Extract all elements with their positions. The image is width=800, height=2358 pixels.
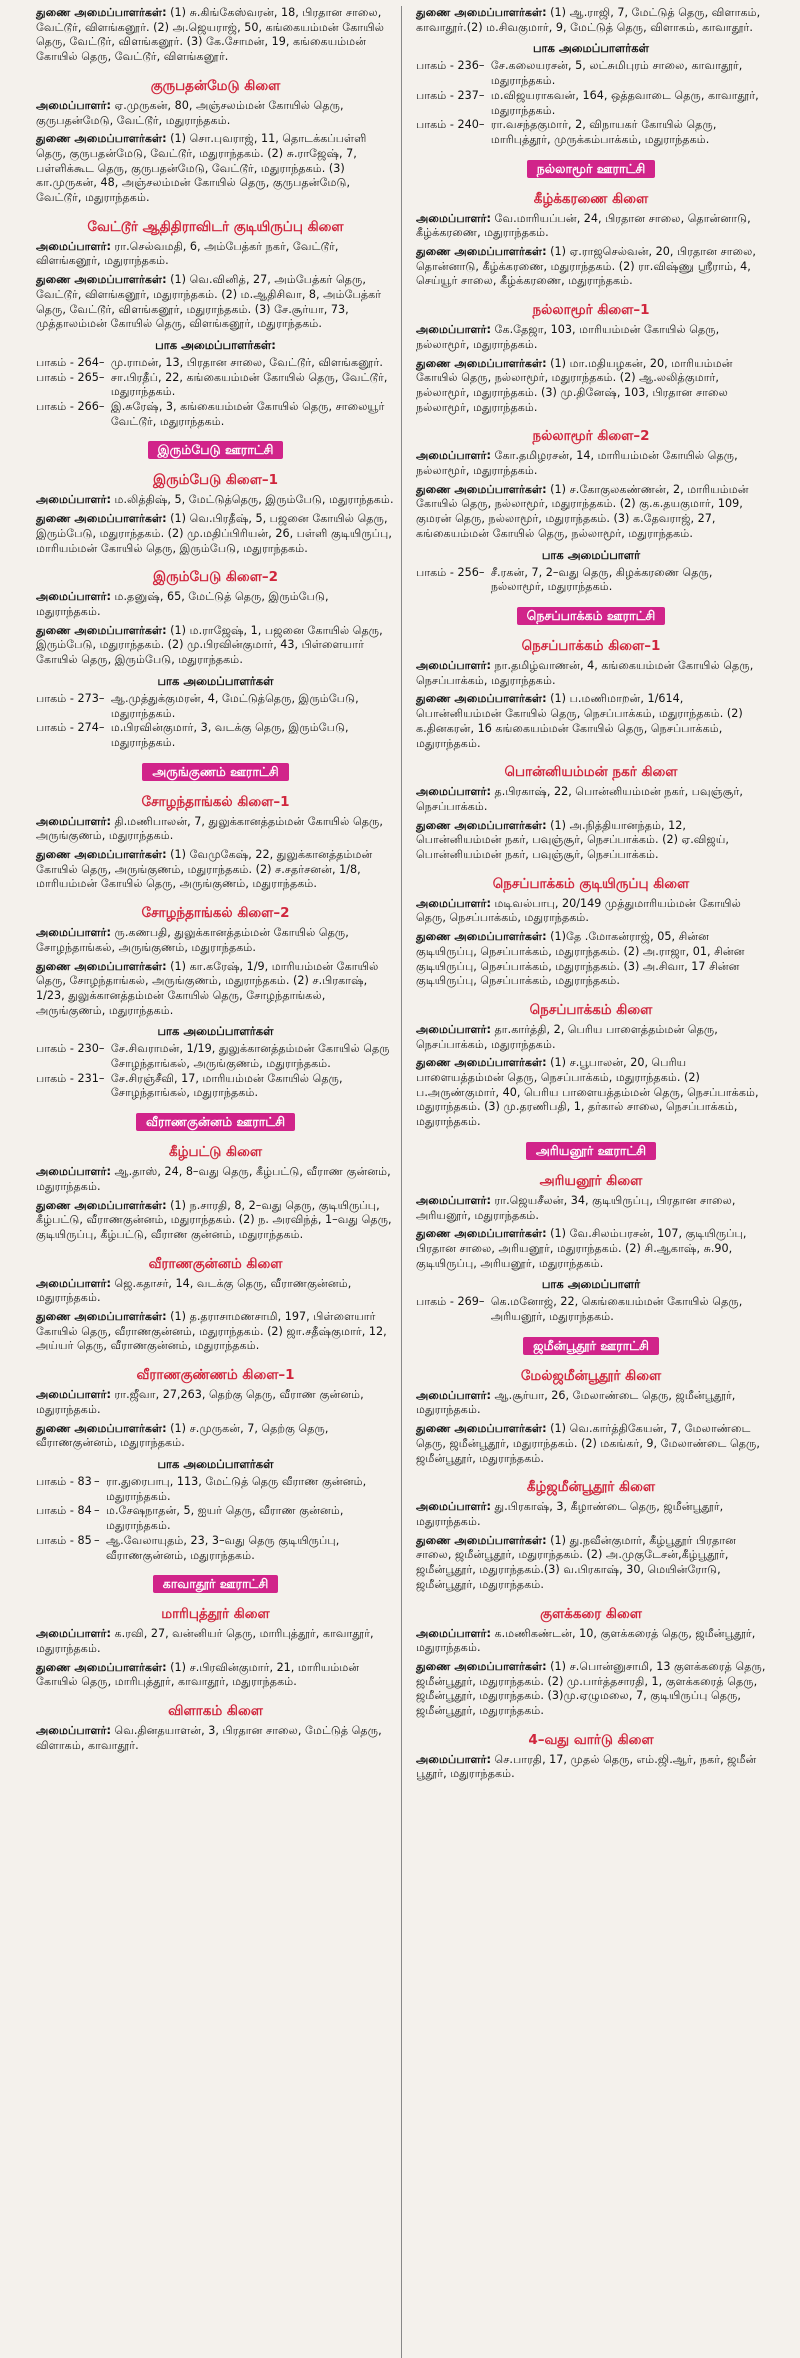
role-label: துணை அமைப்பாளர்கள்: xyxy=(36,848,167,862)
sub-heading: பாக அமைப்பாளர்கள்: xyxy=(155,337,276,352)
member-entry xyxy=(416,1023,766,1052)
member-entry xyxy=(36,1724,395,1753)
member-details: க.ரவி, 27, வன்னியர் தெரு, மாரிபுத்தூர், காவாதூர், மதுராந்தகம். xyxy=(36,1627,374,1655)
booth-separator: – xyxy=(98,355,105,369)
member-details: ரு.கணபதி, துலுக்கானத்தம்மன் கோயில் தெரு, சோழந்தாங்கல், அருங்குணம், மதுராந்தகம். xyxy=(36,926,349,954)
member-entry xyxy=(416,1056,766,1130)
booth-details: மு.ராமன், 13, பிரதான சாலை, வேட்டூர், விளங்கனூர். xyxy=(110,355,383,369)
member-entry xyxy=(416,930,766,989)
role-label: துணை அமைப்பாளர்கள்: xyxy=(36,273,167,287)
member-details: (1) கா.கரேஷ், 1/9, மாரியம்மன் கோயில் தெரு, சோழந்தாங்கல், அருங்குணம், மதுராந்தகம். (2) ச.பிரகாஷ், 1/23, துலுக்கானத்தம்மன் கோயில் தெரு, சோழந்தாங்கல், அருங்குணம், மதுராந்தகம். xyxy=(36,959,379,1017)
member-entry xyxy=(416,357,766,416)
branch-header xyxy=(416,873,766,893)
section-title: வேட்டூர் ஆதிதிராவிடர் குடியிருப்பு கிளை xyxy=(87,218,344,235)
member-entry xyxy=(416,1627,766,1656)
member-entry xyxy=(36,512,395,556)
member-details: ஏ.முருகன், 80, அஞ்சலம்மன் கோயில் தெரு, குருபதன்மேடு, வேட்டூர், மதுராந்தகம். xyxy=(36,98,344,127)
booth-separator: – xyxy=(98,400,105,414)
sub-heading: பாக அமைப்பாளர்கள் xyxy=(157,1024,274,1039)
role-label: அமைப்பாளர்: xyxy=(36,493,111,507)
member-details: த.பிரகாஷ், 22, பொன்னியம்மன் நகர், பவுஞ்சூர், நெசப்பாக்கம். xyxy=(416,785,743,813)
booth-row xyxy=(36,1042,395,1071)
booth-details: சே.கலையரசன், 5, லட்சுமிபுரம் சாலை, காவாதூர், மதுராந்தகம். xyxy=(490,59,743,88)
section-title: அருங்குணம் ஊராட்சி xyxy=(142,763,288,781)
panchayat-header xyxy=(36,761,395,781)
role-label: துணை அமைப்பாளர்கள்: xyxy=(416,1533,547,1547)
branch-header xyxy=(36,566,395,586)
member-entry xyxy=(416,1389,766,1418)
member-entry xyxy=(36,590,395,619)
member-details: (1) மா.மதியழகன், 20, மாரியம்மன் கோயில் தெரு, நல்லாமூர், மதுராந்தகம். (2) ஆ.லலித்குமார், நல்லாமூர், மதுராந்தகம். (3) மு.தினேஷ், 103, பிரதான சாலை நல்லாமூர், மதுராந்தகம். xyxy=(416,356,733,414)
member-entry xyxy=(36,273,395,332)
member-entry xyxy=(416,245,766,289)
branch-header xyxy=(416,1603,766,1623)
branch-header xyxy=(36,1141,395,1161)
section-title: பொன்னியம்மன் நகர் கிளை xyxy=(504,764,678,781)
role-label: துணை அமைப்பாளர்கள்: xyxy=(36,6,167,19)
booth-separator: – xyxy=(478,88,485,102)
branch-header xyxy=(36,216,395,236)
panchayat-header xyxy=(416,158,766,178)
role-label: துணை அமைப்பாளர்கள்: xyxy=(416,482,547,496)
member-details: தா.கார்த்தி, 2, பெரிய பாளைத்தம்மன் தெரு, நெசப்பாக்கம், மதுராந்தகம். xyxy=(416,1022,718,1051)
booth-details: சே.சிரஞ்சீவி, 17, மாரியம்மன் கோயில் தெரு, சோழந்தாங்கல், மதுராந்தகம். xyxy=(110,1071,343,1100)
section-title: ஜமீன்பூதூர் ஊராட்சி xyxy=(523,1337,659,1355)
member-details: (1) வெ.வினித், 27, அம்பேத்கர் தெரு, வேட்டூர், விளங்கனூர், மதுராந்தகம். (2) ம.ஆதிசிவா, 8, அம்பேத்கர் தெரு, வேட்டூர், விளங்கனூர், மதுராந்தகம். (3) சே.சூர்யா, 73, முத்தாலம்மன் கோயில் தெரு, விளங்கனூர், மதுராந்தகம். xyxy=(36,273,382,331)
member-entry xyxy=(36,1388,395,1417)
role-label: துணை அமைப்பாளர்கள்: xyxy=(416,6,547,19)
booth-number: பாகம் - 265 xyxy=(36,370,99,384)
member-details: கோ.தமிழரசன், 14, மாரியம்மன் கோயில் தெரு, நல்லாமூர், மதுராந்தகம். xyxy=(416,449,738,478)
member-entry xyxy=(416,819,766,863)
booth-row xyxy=(36,1534,395,1563)
booth-table xyxy=(36,692,395,751)
booth-row xyxy=(36,721,395,750)
role-label: அமைப்பாளர்: xyxy=(416,896,491,910)
role-label: அமைப்பாளர்: xyxy=(36,98,111,112)
member-details: (1) அ.நித்தியானந்தம், 12, பொன்னியம்மன் நகர், பவுஞ்சூர், நெசப்பாக்கம். (2) ஏ.விஜய், பொன்னியம்மன் நகர், பவுஞ்சூர், நெசப்பாக்கம். xyxy=(416,818,729,862)
member-entry xyxy=(416,692,766,751)
section-title: இரும்பேடு கிளை–1 xyxy=(152,472,279,489)
branch-header xyxy=(416,299,766,319)
section-title: கீழ்ஜமீன்பூதூர் கிளை xyxy=(526,1479,656,1496)
member-entry xyxy=(416,1660,766,1719)
role-label: அமைப்பாளர்: xyxy=(416,1022,491,1036)
sub-heading: பாக அமைப்பாளர் xyxy=(541,1277,641,1292)
role-label: துணை அமைப்பாளர்கள்: xyxy=(36,132,167,146)
panchayat-header xyxy=(416,1335,766,1355)
member-entry xyxy=(36,1422,395,1451)
booth-number: பாகம் - 231 xyxy=(36,1071,99,1085)
member-details: (1) ஆ.ராஜி, 7, மேட்டுத் தெரு, விளாகம், காவாதூர்.(2) ம.சிவகுமார், 9, மேட்டுத் தெரு, விளாகம், காவாதூர். xyxy=(416,6,761,34)
branch-header xyxy=(36,902,395,922)
member-details: (1) த.தராசாமணசாமி, 197, பிள்ளையார் கோயில் தெரு, வீராணகுன்னம், மதுராந்தகம். (2) ஜா.சதீஷ்குமார், 12, அய்யர் தெரு, வீராணகுன்னம், மதுராந்தகம். xyxy=(36,1310,387,1353)
member-details: கே.தேஜா, 103, மாரியம்மன் கோயில் தெரு, நல்லாமூர், மதுராந்தகம். xyxy=(416,323,720,351)
booth-number: பாகம் - 240 xyxy=(416,118,479,132)
member-entry xyxy=(36,1277,395,1306)
member-entry xyxy=(36,1661,395,1690)
member-details: ஜெ.கதாசர், 14, வடக்கு தெரு, வீராணகுன்னம், மதுராந்தகம். xyxy=(36,1276,352,1305)
role-label: அமைப்பாளர்: xyxy=(36,239,111,253)
sub-heading: பாக அமைப்பாளர்கள் xyxy=(532,41,650,56)
member-entry xyxy=(36,240,395,269)
booth-details: ரா.துரைபாபு, 113, மேட்டுத் தெரு வீராண குன்னம், மதுராந்தகம். xyxy=(106,1475,367,1503)
role-label: துணை அமைப்பாளர்கள்: xyxy=(416,818,547,832)
member-details: (1) ச.பொன்னுசாமி, 13 குளக்கரைத் தெரு, ஜமீன்பூதூர், மதுராந்தகம். (2) மு.பார்த்தசாரதி, 1, குளக்கரைத் தெரு, ஜமீன்பூதூர், மதுராந்தகம். (3)மு.ஏழுமலை, 7, குடியிருப்பு தெரு, ஜமீன்பூதூர், மதுராந்தகம். xyxy=(416,1659,766,1718)
member-details: (1)தே .மோகன்ராஜ், 05, சின்ன குடியிருப்பு, நெசப்பாக்கம், மதுராந்தகம். (2) அ.ராஜா, 01, சின்ன குடியிருப்பு, நெசப்பாக்கம், மதுராந்தகம். (3) அ.சிவா, 17 சின்ன குடியிருப்பு, நெசப்பாக்கம், மதுராந்தகம். xyxy=(416,930,745,988)
member-entry xyxy=(416,212,766,241)
booth-separator: – xyxy=(94,1475,100,1488)
booth-row xyxy=(36,1072,395,1101)
member-entry xyxy=(36,960,395,1019)
role-label: அமைப்பாளர்: xyxy=(416,1752,491,1766)
booth-separator: – xyxy=(98,370,105,384)
booth-details: சா.பிரதீப், 22, கங்கையம்மன் கோயில் தெரு, வேட்டூர், மதுராந்தகம். xyxy=(110,370,388,399)
section-title: நெசப்பாக்கம் கிளை xyxy=(529,1001,653,1018)
branch-header xyxy=(416,999,766,1019)
role-label: அமைப்பாளர்: xyxy=(416,1193,491,1207)
booth-row xyxy=(36,1504,395,1533)
section-title: கீழ்க்கரணை கிளை xyxy=(533,190,649,207)
member-entry xyxy=(416,6,766,35)
section-title: சோழந்தாங்கல் கிளை–1 xyxy=(141,793,290,810)
section-title: மாரிபுத்தூர் கிளை xyxy=(161,1606,270,1623)
member-entry xyxy=(416,449,766,478)
booth-separator: – xyxy=(98,691,105,705)
branch-header xyxy=(416,1476,766,1496)
section-title: வீராணகுண்ணம் கிளை–1 xyxy=(136,1367,295,1384)
booth-row xyxy=(416,59,766,88)
role-label: துணை அமைப்பாளர்கள்: xyxy=(416,1422,547,1436)
member-details: (1) ந.சாரதி, 8, 2–வது தெரு, குடியிருப்பு, கீழ்பட்டு, வீராணகுன்னம், மதுராந்தகம். (2) ந. அரவிந்த், 1–வது தெரு, குடியிருப்பு, கீழ்பட்டு, வீராண குன்னம், மதுராந்தகம். xyxy=(36,1198,392,1241)
branch-header xyxy=(36,1603,395,1623)
role-label: துணை அமைப்பாளர்கள்: xyxy=(36,1198,167,1212)
member-entry xyxy=(36,1165,395,1194)
role-label: அமைப்பாளர்: xyxy=(416,658,491,672)
booth-number: பாகம் - 237 xyxy=(416,88,479,102)
branch-header xyxy=(416,425,766,445)
sub-heading: பாக அமைப்பாளர்கள் xyxy=(157,673,274,688)
member-details: ரா.ஜெயசீலன், 34, குடியிருப்பு, பிரதான சாலை, அரியனூர், மதுராந்தகம். xyxy=(416,1193,736,1222)
booth-separator: – xyxy=(98,1071,105,1085)
branch-header xyxy=(36,75,395,95)
booth-separator: – xyxy=(98,721,105,735)
member-details: (1) ச.முருகன், 7, தெற்கு தெரு, வீராணகுன்னம், மதுராந்தகம். xyxy=(36,1421,329,1450)
booth-row xyxy=(36,1475,395,1504)
role-label: துணை அமைப்பாளர்கள்: xyxy=(36,1421,167,1435)
member-entry xyxy=(416,785,766,814)
section-title: குளக்கரை கிளை xyxy=(540,1605,642,1622)
booth-number: பாகம் - 274 xyxy=(36,721,99,735)
role-label: துணை அமைப்பாளர்கள்: xyxy=(416,245,547,259)
role-label: அமைப்பாளர்: xyxy=(416,323,491,337)
branch-header xyxy=(416,1365,766,1385)
booth-row xyxy=(36,356,395,371)
branch-header xyxy=(36,1364,395,1384)
section-title: காவாதூர் ஊராட்சி xyxy=(153,1575,279,1593)
member-details: வே.மாரியப்பன், 24, பிரதான சாலை, தொன்னாடு, கீழ்க்கரணை, மதுராந்தகம். xyxy=(416,211,751,240)
role-label: துணை அமைப்பாளர்கள்: xyxy=(36,512,167,526)
booth-details: ம.விஜயராகவன், 164, ஒத்தவாடை தெரு, காவாதூர், மதுராந்தகம். xyxy=(490,88,759,117)
panchayat-header xyxy=(416,1140,766,1160)
member-entry xyxy=(416,1422,766,1466)
role-label: அமைப்பாளர்: xyxy=(36,1724,111,1738)
booth-separator: – xyxy=(478,1295,485,1309)
booth-row xyxy=(416,1295,766,1324)
section-title: கீழ்பட்டு கிளை xyxy=(168,1144,263,1161)
member-entry xyxy=(416,659,766,688)
member-details: (1) ப.மணிமாறன், 1/614, பொன்னியம்மன் கோயில் தெரு, நெசப்பாக்கம், மதுராந்தகம். (2) க.தினகரன், 16 கங்கையம்மன் கோயில் தெரு, நெசப்பாக்கம், மதுராந்தகம். xyxy=(416,692,743,750)
booth-separator: – xyxy=(478,565,485,579)
member-details: (1) வெ.பிரதீஷ், 5, பஜனை கோயில் தெரு, இரும்பேடு, மதுராந்தகம். (2) மு.மதிப்பிரியன், 26, பள்ளி குடியிருப்பு, மாரியம்மன் கோயில் தெரு, இரும்பேடு, மதுராந்தகம். xyxy=(36,512,392,555)
booth-table xyxy=(36,1475,395,1563)
member-details: க.மணிகண்டன், 10, குளக்கரைத் தெரு, ஜமீன்பூதூர், மதுராந்தகம். xyxy=(416,1626,756,1655)
member-details: (1) ச.பூபாலன், 20, பெரிய பாளையத்தம்மன் தெரு, நெசப்பாக்கம், மதுராந்தகம். (2) ப.அருண்குமார், 40, பெரிய பாளையத்தம்மன் தெரு, நெசப்பாக்கம், மதுராந்தகம். (3) மு.தரணிபதி, 1, தர்கால் சாலை, நெசப்பாக்கம், மதுராந்தகம். xyxy=(416,1056,759,1129)
panchayat-header xyxy=(36,439,395,459)
role-label: அமைப்பாளர்: xyxy=(416,211,491,225)
booth-number: பாகம் - 266 xyxy=(36,400,99,414)
role-label: துணை அமைப்பாளர்கள்: xyxy=(36,1660,167,1674)
member-entry xyxy=(416,1753,766,1782)
panchayat-header xyxy=(36,1573,395,1593)
member-details: ஆ.சூர்யா, 26, மேலாண்டை தெரு, ஜமீன்பூதூர், மதுராந்தகம். xyxy=(416,1388,736,1417)
branch-header xyxy=(416,1729,766,1749)
booth-row xyxy=(416,89,766,118)
member-details: வெ.தினதயாளன், 3, பிரதான சாலை, மேட்டுத் தெரு, விளாகம், காவாதூர். xyxy=(36,1724,382,1752)
right-column xyxy=(410,6,772,2358)
booth-row xyxy=(36,400,395,429)
booth-separator: – xyxy=(478,59,485,73)
section-title: அரியனூர் கிளை xyxy=(539,1172,643,1189)
member-details: (1) து.நவீன்குமார், கீழ்பூதூர் பிரதான சாலை, ஜமீன்பூதூர், மதுராந்தகம். (2) அ.முகுடேசன்,கீழ்பூதூர், ஜமீன்பூதூர், மதுராந்தகம்.(3) வ.பிரகாஷ், 30, மெயின்ரோடு, ஜமீன்பூதூர், மதுராந்தகம். xyxy=(416,1533,737,1591)
member-details: (1) ம.ராஜேஷ், 1, பஜனை கோயில் தெரு, இரும்பேடு, மதுராந்தகம். (2) மு.பிரவின்குமார், 43, பிள்ளையார் கோயில் தெரு, இரும்பேடு, மதுராந்தகம். xyxy=(36,623,383,667)
section-title: வீராணகுன்னம் ஊராட்சி xyxy=(136,1113,295,1131)
booth-separator: – xyxy=(478,118,485,132)
member-details: ம.லித்திஷ், 5, மேட்டுத்தெரு, இரும்பேடு, மதுராந்தகம். xyxy=(114,493,394,507)
section-title: இரும்பேடு ஊராட்சி xyxy=(148,441,284,459)
booth-row xyxy=(416,566,766,595)
sub-heading: பாக அமைப்பாளர் xyxy=(541,547,641,562)
section-title: நெசப்பாக்கம் ஊராட்சி xyxy=(517,607,666,625)
role-label: அமைப்பாளர்: xyxy=(416,1388,491,1402)
role-label: துணை அமைப்பாளர்கள்: xyxy=(36,959,167,973)
booth-separator: – xyxy=(94,1504,100,1518)
booth-number: பாகம் - 273 xyxy=(36,691,99,705)
member-details: (1) சொ.புவராஜ், 11, தொடக்கப்பள்ளி தெரு, குருபதன்மேடு, வேட்டூர், மதுராந்தகம். (2) சு.ராஜேஷ், 7, பள்ளிக்கூட தெரு, குருபதன்மேடு, வேட்டூர், மதுராந்தகம். (3) கா.முருகன், 48, அஞ்சலம்மன் கோயில் தெரு, குருபதன்மேடு, வேட்டூர், மதுராந்தகம். xyxy=(36,132,367,205)
role-label: அமைப்பாளர்: xyxy=(416,1626,491,1640)
branch-header xyxy=(416,761,766,781)
section-title: குருபதன்மேடு கிளை xyxy=(150,77,281,94)
booth-number: பாகம் - 84 xyxy=(36,1504,92,1518)
left-column xyxy=(30,6,402,2358)
member-entry xyxy=(416,483,766,542)
booth-table xyxy=(416,566,766,595)
member-details: மடிவல்பாபு, 20/149 முத்துமாரியம்மன் கோயில் தெரு, நெசப்பாக்கம், மதுராந்தகம். xyxy=(416,896,741,925)
role-label: அமைப்பாளர்: xyxy=(36,926,111,940)
section-title: சோழந்தாங்கல் கிளை–2 xyxy=(141,905,290,922)
booth-number: பாகம் - 236 xyxy=(416,59,479,73)
member-entry xyxy=(416,1227,766,1271)
member-entry xyxy=(36,1310,395,1354)
booth-table xyxy=(36,1042,395,1101)
member-details: தி.மணிபாலன், 7, துலுக்கானத்தம்மன் கோயில் தெரு, அருங்குணம், மதுராந்தகம். xyxy=(36,814,383,843)
member-entry xyxy=(416,1500,766,1529)
section-title: விளாகம் கிளை xyxy=(168,1703,263,1720)
role-label: அமைப்பாளர்: xyxy=(416,1500,491,1514)
role-label: அமைப்பாளர்: xyxy=(36,1388,111,1402)
booth-details: ரா.வசந்தகுமார், 2, விநாயகர் கோயில் தெரு, மாரிபுத்தூர், முருக்கம்பாக்கம், மதுராந்தகம். xyxy=(490,118,717,146)
booth-table xyxy=(416,1295,766,1324)
booth-table xyxy=(36,356,395,430)
member-details: ரா.ஜீவா, 27,263, தெற்கு தெரு, வீராண குன்னம், மதுராந்தகம். xyxy=(36,1388,364,1416)
member-entry xyxy=(36,493,395,508)
branch-header xyxy=(416,1170,766,1190)
role-label: துணை அமைப்பாளர்கள்: xyxy=(416,1227,547,1241)
booth-details: ம.பிரவின்குமார், 3, வடக்கு தெரு, இரும்பேடு, மதுராந்தகம். xyxy=(110,721,349,749)
role-label: அமைப்பாளர்: xyxy=(36,590,111,604)
member-details: (1) வெ.கார்த்திகேயன், 7, மேலாண்டை தெரு, ஜமீன்பூதூர், மதுராந்தகம். (2) மகங்கர், 9, மேலாண்டை தெரு, ஜமீன்பூதூர், மதுராந்தகம். xyxy=(416,1422,760,1465)
member-entry xyxy=(416,897,766,926)
booth-details: ம.சேஷநாதன், 5, ஐயர் தெரு, வீராண குன்னம், மதுராந்தகம். xyxy=(106,1504,344,1533)
booth-number: பாகம் - 83 xyxy=(36,1475,92,1488)
member-details: (1) வேமுகேஷ், 22, துலுக்கானத்தம்மன் கோயில் தெரு, அருங்குணம், மதுராந்தகம். (2) ச.சதர்சனன், 1/8, மாரியம்மன் கோயில் தெரு, அருங்குணம், மதுராந்தகம். xyxy=(36,848,373,891)
member-entry xyxy=(36,99,395,128)
booth-number: பாகம் - 256 xyxy=(416,565,479,579)
member-details: (1) வே.சிலம்பரசன், 107, குடியிருப்பு, பிரதான சாலை, அரியனூர், மதுராந்தகம். (2) சி.ஆகாஷ், சு.90, குடியிருப்பு, அரியனூர், மதுராந்தகம். xyxy=(416,1227,747,1270)
member-entry xyxy=(36,926,395,955)
role-label: துணை அமைப்பாளர்கள்: xyxy=(416,1056,547,1070)
role-label: துணை அமைப்பாளர்கள்: xyxy=(416,692,547,706)
member-entry xyxy=(416,1534,766,1593)
section-title: நல்லாமூர் கிளை–1 xyxy=(532,302,650,319)
booth-row xyxy=(36,371,395,400)
booth-number: பாகம் - 85 xyxy=(36,1533,92,1547)
booth-separator: – xyxy=(94,1533,100,1547)
booth-details: ஆ.வேலாயுதம், 23, 3–வது தெரு குடியிருப்பு, வீராணகுன்னம், மதுராந்தகம். xyxy=(106,1533,340,1562)
section-title: நெசப்பாக்கம் குடியிருப்பு கிளை xyxy=(492,875,690,892)
member-entry xyxy=(36,1627,395,1656)
member-details: நா.தமிழ்வாணன், 4, கங்கையம்மன் கோயில் தெரு, நெசப்பாக்கம், மதுராந்தகம். xyxy=(416,658,754,687)
member-details: (1) சு.கிங்கேஸ்வரன், 18, பிரதான சாலை, வேட்டூர், விளங்கனூர். (2) அ.ஜெயராஜ், 50, கங்கையம்மன் கோயில் தெரு, வேட்டூர், விளங்கனூர். (3) கே.சோமன், 19, கங்கையம்மன் கோயில் தெரு, வேட்டூர், விளங்கனூர். xyxy=(36,6,385,64)
booth-details: சே.சிவராமன், 1/19, துலுக்கானத்தம்மன் கோயில் தெரு சோழந்தாங்கல், அருங்குணம், மதுராந்தகம். xyxy=(110,1042,390,1071)
branch-header xyxy=(416,635,766,655)
role-label: துணை அமைப்பாளர்கள்: xyxy=(416,930,547,944)
branch-header xyxy=(36,469,395,489)
booth-details: சீ.ரகன், 7, 2–வது தெரு, கிழக்கரணை தெரு, நல்லாமூர், மதுராந்தகம். xyxy=(490,565,713,594)
member-entry xyxy=(36,132,395,206)
booth-separator: – xyxy=(98,1042,105,1056)
member-entry xyxy=(416,323,766,352)
booth-table xyxy=(416,59,766,147)
branch-header xyxy=(36,1700,395,1720)
role-label: அமைப்பாளர்: xyxy=(36,814,111,828)
booth-details: கெ.மனோஜ், 22, கெங்கையம்மன் கோயில் தெரு, அரியனூர், மதுராந்தகம். xyxy=(490,1295,743,1324)
branch-header xyxy=(36,791,395,811)
role-label: துணை அமைப்பாளர்கள்: xyxy=(36,623,167,637)
branch-header xyxy=(416,188,766,208)
booth-details: இ.சுரேஷ், 3, கங்கையம்மன் கோயில் தெரு, சாலையூர் வேட்டூர், மதுராந்தகம். xyxy=(110,400,385,428)
member-details: (1) ச.பிரவின்குமார், 21, மாரியம்மன் கோயில் தெரு, மாரிபுத்தூர், காவாதூர், மதுராந்தகம். xyxy=(36,1660,360,1689)
member-entry xyxy=(36,848,395,892)
section-title: அரியனூர் ஊராட்சி xyxy=(526,1142,656,1160)
booth-row xyxy=(416,118,766,147)
role-label: அமைப்பாளர்: xyxy=(416,449,491,463)
section-title: வீராணகுன்னம் கிளை xyxy=(148,1255,283,1272)
role-label: துணை அமைப்பாளர்கள்: xyxy=(416,1659,547,1673)
booth-row xyxy=(36,692,395,721)
branch-header xyxy=(36,1253,395,1273)
booth-number: பாகம் - 269 xyxy=(416,1295,479,1309)
section-title: இரும்பேடு கிளை–2 xyxy=(152,569,279,586)
member-entry xyxy=(36,624,395,668)
role-label: துணை அமைப்பாளர்கள்: xyxy=(36,1310,167,1324)
booth-number: பாகம் - 230 xyxy=(36,1042,99,1056)
section-title: நல்லாமூர் ஊராட்சி xyxy=(527,160,656,178)
section-title: 4–வது வார்டு கிளை xyxy=(528,1731,654,1748)
member-details: து.பிரகாஷ், 3, கீழாண்டை தெரு, ஜமீன்பூதூர், மதுராந்தகம். xyxy=(416,1500,724,1528)
member-entry xyxy=(36,815,395,844)
role-label: அமைப்பாளர்: xyxy=(416,785,491,799)
member-entry xyxy=(36,1199,395,1243)
member-entry xyxy=(416,1194,766,1223)
role-label: அமைப்பாளர்: xyxy=(36,1627,111,1641)
role-label: துணை அமைப்பாளர்கள்: xyxy=(416,356,547,370)
sub-heading: பாக அமைப்பாளர்கள் xyxy=(157,1457,274,1471)
member-entry xyxy=(36,6,395,65)
member-details: ம.தனுஷ், 65, மேட்டுத் தெரு, இரும்பேடு, மதுராந்தகம். xyxy=(36,590,329,618)
member-details: (1) ச.கோகுலகண்ணன், 2, மாரியம்மன் கோயில் தெரு, நல்லாமூர், மதுராந்தகம். (2) கு.க.தயகுமார், 109, குமரன் தெரு, நல்லாமூர், மதுராந்தகம். (3) க.தேவராஜ், 27, கங்கையம்மன் கோயில் தெரு, நல்லாமூர், மதுராந்தகம். xyxy=(416,482,749,540)
member-details: ஆ.தாஸ், 24, 8–வது தெரு, கீழ்பட்டு, வீராண குன்னம், மதுராந்தகம். xyxy=(36,1165,391,1193)
role-label: அமைப்பாளர்: xyxy=(36,1276,111,1290)
panchayat-header xyxy=(416,605,766,625)
section-title: நல்லாமூர் கிளை–2 xyxy=(532,428,650,445)
role-label: அமைப்பாளர்: xyxy=(36,1165,111,1179)
member-details: ரா.செல்வமதி, 6, அம்பேத்கர் நகர், வேட்டூர், விளங்கனூர், மதுராந்தகம். xyxy=(36,239,339,268)
member-details: (1) ஏ.ராஜசெல்வன், 20, பிரதான சாலை, தொன்னாடு, கீழ்க்கரணை, மதுராந்தகம். (2) ரா.விஷ்ணு ஸ்ரீராம், 4, செய்யூர் சாலை, கீழ்க்கரணை, மதுராந்தகம். xyxy=(416,245,756,288)
booth-number: பாகம் - 264 xyxy=(36,355,99,369)
panchayat-header xyxy=(36,1111,395,1131)
section-title: நெசப்பாக்கம் கிளை–1 xyxy=(521,637,661,654)
member-details: செ.பாரதி, 17, முதல் தெரு, எம்.ஜி.ஆர், நகர், ஜமீன் பூதூர், மதுராந்தகம். xyxy=(416,1752,757,1781)
section-title: மேல்ஜமீன்பூதூர் கிளை xyxy=(520,1367,662,1384)
booth-details: ஆ.முத்துக்குமரன், 4, மேட்டுத்தெரு, இரும்பேடு, மதுராந்தகம். xyxy=(110,691,359,720)
